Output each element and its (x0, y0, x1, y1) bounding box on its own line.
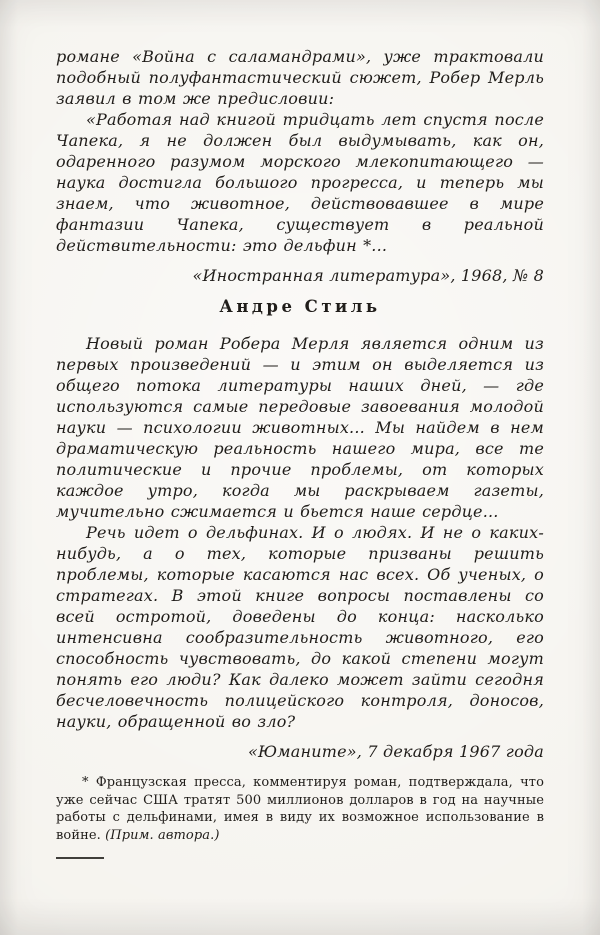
paragraph-merle-quote: «Работая над книгой тридцать лет спустя после Чапека, я не должен был выдумывать, как он, одаренного разумом морского млекопитающего — наука достигла большого прогресса, и теперь мы знаем, что животное, действовавшее в мире фантазии Чапека, существует в реальной действительности: это дельфин *... (56, 110, 544, 255)
attribution-inostrannaya-literatura: «Иностранная литература», 1968, № 8 (192, 266, 544, 285)
footnote-text (56, 774, 544, 844)
author-heading: Андре Стиль (219, 297, 381, 316)
footnote-body: * Французская пресса, комментируя роман, подтверждала, что уже сейчас США тратят 500 миллионов долларов в год на научные работы с дельфинами, имея в виду их возможное использование в войне. (56, 775, 544, 843)
paragraph-continuation: романе «Война с саламандрами», уже трактовали подобный полуфантастический сюжет, Робер Мерль заявил в том же предисловии: (56, 47, 544, 108)
footnote-author-note: (Прим. автора.) (105, 827, 220, 843)
end-rule (56, 857, 104, 859)
attribution-humanite: «Юманите», 7 декабря 1967 года (248, 742, 544, 761)
paragraph-review-1: Новый роман Робера Мерля является одним из первых произведений — и этим он выделяется из общего потока литературы наших дней, — где используются самые передовые завоевания молодой науки — психологии животных... Мы найдем в нем драматическую реальность нашего мира, все те политические и прочие проблемы, от которых каждое утро, когда мы раскрываем газеты, мучительно сжимается и бьется наше сердце... (56, 334, 544, 521)
paragraph-review-2: Речь идет о дельфинах. И о людях. И не о каких-нибудь, а о тех, которые призваны решить проблемы, которые касаются нас всех. Об ученых, о стратегах. В этой книге вопросы поставлены со всей остротой, доведены до конца: насколько интенсивна сообразительность животного, его способность чувствовать, до какой степени могут понять его люди? Как далеко может зайти сегодня бесчеловечность полицейского контроля, доносов, науки, обращенной во зло? (56, 523, 544, 731)
footnote (56, 774, 544, 844)
